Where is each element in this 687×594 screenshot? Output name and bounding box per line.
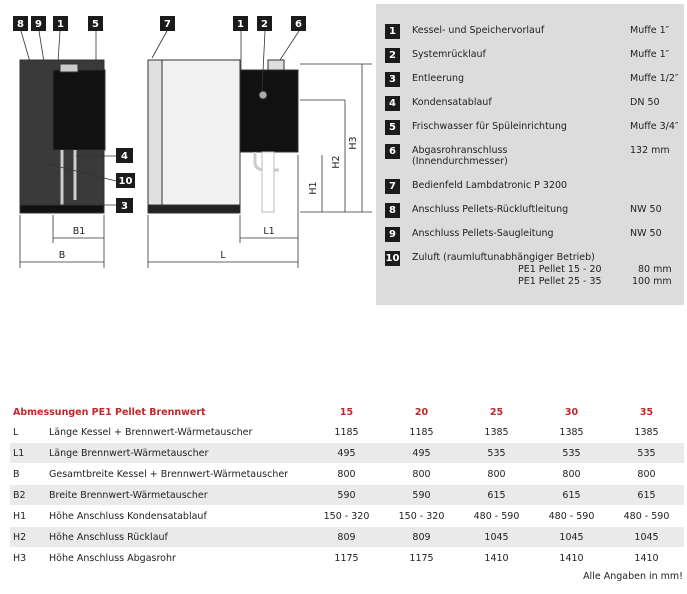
cell: 495 (337, 447, 356, 459)
row-desc: Länge Brennwert-Wärmetauscher (49, 447, 209, 459)
legend-num: 6 (385, 144, 400, 159)
badge-2: 2 (261, 19, 268, 30)
cell: 800 (337, 468, 356, 480)
cell: 800 (637, 468, 656, 480)
row-desc: Höhe Anschluss Kondensatablauf (49, 510, 207, 522)
legend-text-line2: (Innendurchmesser) (412, 156, 508, 167)
legend-value: Muffe 3/4″ (630, 121, 679, 132)
cell: 590 (412, 489, 431, 501)
col-header: 30 (564, 406, 579, 418)
cell: 590 (337, 489, 356, 501)
units-note: Alle Angaben in mm! (583, 571, 683, 582)
row-desc: Länge Kessel + Brennwert-Wärmetauscher (49, 426, 253, 438)
cell: 150 - 320 (398, 510, 445, 522)
cell: 1185 (334, 426, 359, 438)
cell: 800 (487, 468, 506, 480)
cell: 800 (412, 468, 431, 480)
heat-exchanger-side (53, 70, 105, 150)
legend-sub-value-1: 80 mm (638, 264, 672, 275)
badge-1: 1 (57, 19, 64, 30)
legend-num: 2 (385, 48, 400, 63)
table-row (10, 422, 684, 443)
cell: 480 - 590 (548, 510, 595, 522)
cell: 809 (337, 531, 356, 543)
legend-value: NW 50 (630, 228, 662, 239)
legend-value: Muffe 1/2″ (630, 73, 679, 84)
cell: 1385 (559, 426, 584, 438)
table-row (10, 485, 684, 506)
table-title: Abmessungen PE1 Pellet Brennwert (13, 406, 206, 418)
cell: 480 - 590 (623, 510, 670, 522)
dim-label-l1: L1 (263, 226, 275, 237)
row-desc: Breite Brennwert-Wärmetauscher (49, 489, 208, 501)
dim-label-h3: H3 (348, 136, 359, 150)
col-header: 15 (339, 406, 354, 418)
row-desc: Höhe Anschluss Rücklauf (49, 531, 168, 543)
legend-value: 132 mm (630, 145, 670, 156)
table-row (10, 548, 684, 569)
legend-value: DN 50 (630, 97, 660, 108)
row-code: B (13, 468, 20, 480)
legend-num: 5 (385, 120, 400, 135)
cell: 535 (637, 447, 656, 459)
legend-value: NW 50 (630, 204, 662, 215)
dim-label-b: B (58, 250, 66, 261)
badge-7: 7 (164, 19, 171, 30)
cell: 1385 (634, 426, 659, 438)
col-header: 20 (414, 406, 429, 418)
badge-6: 6 (295, 19, 302, 30)
legend-text: Zuluft (raumluftunabhängiger Betrieb) (412, 252, 595, 263)
badge-1b: 1 (237, 19, 244, 30)
cell: 150 - 320 (323, 510, 370, 522)
table-row (10, 527, 684, 548)
row-code: H3 (13, 552, 27, 564)
legend-text: Systemrücklauf (412, 49, 486, 60)
legend-text: Frischwasser für Spüleinrichtung (412, 121, 567, 132)
legend-num: 9 (385, 227, 400, 242)
badge-5: 5 (92, 19, 99, 30)
cell: 1175 (334, 552, 359, 564)
connection-legend (376, 4, 684, 305)
legend-sub-value-2: 100 mm (632, 276, 672, 287)
badge-9: 9 (35, 19, 42, 30)
col-header: 35 (639, 406, 654, 418)
legend-value: Muffe 1″ (630, 49, 670, 60)
cell: 1045 (634, 531, 659, 543)
legend-text: Anschluss Pellets-Rückluftleitung (412, 204, 569, 215)
table-header-row (10, 402, 684, 422)
row-desc: Höhe Anschluss Abgasrohr (49, 552, 176, 564)
dim-label-h1: H1 (308, 181, 319, 195)
legend-sub-label-1: PE1 Pellet 15 - 20 (518, 264, 602, 275)
dim-label-h2: H2 (331, 155, 342, 169)
table-row (10, 443, 684, 464)
legend-num: 7 (385, 179, 400, 194)
row-code: L (13, 426, 19, 438)
legend-text: Abgasrohranschluss (412, 145, 508, 156)
dimensions-table (10, 402, 684, 569)
badge-4: 4 (121, 151, 128, 162)
legend-text: Anschluss Pellets-Saugleitung (412, 228, 554, 239)
cell: 495 (412, 447, 431, 459)
cell: 615 (637, 489, 656, 501)
cell: 809 (412, 531, 431, 543)
legend-num: 8 (385, 203, 400, 218)
legend-sub-label-2: PE1 Pellet 25 - 35 (518, 276, 602, 287)
cell: 535 (487, 447, 506, 459)
legend-num: 3 (385, 72, 400, 87)
row-code: B2 (13, 489, 26, 501)
cell: 535 (562, 447, 581, 459)
row-desc: Gesamtbreite Kessel + Brennwert-Wärmetauscher (49, 468, 289, 480)
boiler-diagram (0, 0, 376, 280)
cell: 1045 (559, 531, 584, 543)
table-row (10, 506, 684, 527)
legend-text: Kessel- und Speichervorlauf (412, 25, 545, 36)
cell: 615 (562, 489, 581, 501)
legend-text: Entleerung (412, 73, 465, 84)
row-code: H1 (13, 510, 27, 522)
badge-10: 10 (118, 176, 133, 187)
legend-text: Kondensatablauf (412, 97, 492, 108)
row-code: H2 (13, 531, 27, 543)
cell: 1185 (409, 426, 434, 438)
cell: 1175 (409, 552, 434, 564)
cell: 1410 (559, 552, 584, 564)
badge-8: 8 (17, 19, 24, 30)
table-row (10, 464, 684, 485)
cell: 615 (487, 489, 506, 501)
cell: 800 (562, 468, 581, 480)
cell: 1045 (484, 531, 509, 543)
col-header: 25 (489, 406, 504, 418)
badges-right (160, 16, 306, 31)
dim-label-l: L (220, 250, 226, 261)
cell: 1410 (634, 552, 659, 564)
legend-text: Bedienfeld Lambdatronic P 3200 (412, 180, 568, 191)
legend-num: 4 (385, 96, 400, 111)
cell: 1410 (484, 552, 509, 564)
legend-value: Muffe 1″ (630, 25, 670, 36)
cell: 1385 (484, 426, 509, 438)
legend-num: 10 (385, 253, 400, 264)
dim-label-b1: B1 (72, 226, 86, 237)
legend-num: 1 (385, 24, 400, 39)
badge-3: 3 (121, 201, 128, 212)
cell: 480 - 590 (473, 510, 520, 522)
row-code: L1 (13, 447, 25, 459)
legend-row-10 (385, 251, 676, 291)
heat-exchanger-front (240, 70, 298, 152)
